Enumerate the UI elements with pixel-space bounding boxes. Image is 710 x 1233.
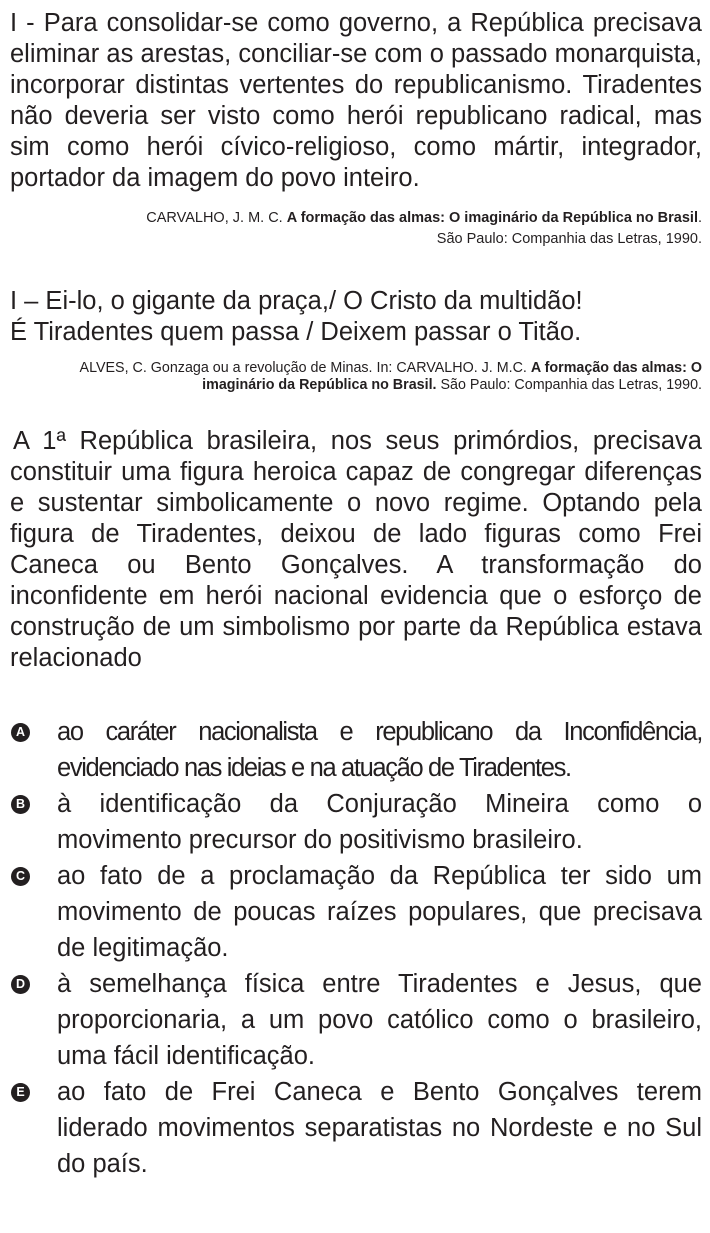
answer-options (10, 714, 702, 1182)
option-a[interactable] (10, 714, 702, 786)
text-one-body: I - Para consolidar-se como governo, a República precisava eliminar as arestas, conciliar-se com o passado monarquista, incorporar distintas vertentes do republicanismo. Tiradentes não deveria ser visto como herói republicano radical, mas sim como herói cívico-religioso, como mártir, integrador, portador da imagem do povo inteiro. (10, 9, 702, 192)
option-text: ao fato de a proclamação da República ter sido um movimento de poucas raízes populares, que precisava de legitimação. (57, 862, 702, 962)
citation-publisher: São Paulo: Companhia das Letras, 1990. (436, 231, 702, 247)
option-text: à semelhança física entre Tiradentes e Jesus, que proporcionaria, a um povo católico como o brasileiro, uma fácil identificação. (57, 970, 702, 1070)
text-one-citation (10, 208, 702, 250)
citation-publisher: São Paulo: Companhia das Letras, 1990. (436, 377, 702, 393)
option-b[interactable] (10, 786, 702, 858)
question-page (10, 8, 702, 1182)
citation-title: A formação das almas: O imaginário da República no Brasil. (202, 360, 702, 393)
poem-line-1: I – Ei-lo, o gigante da praça,/ O Cristo da multidão! (10, 287, 583, 315)
option-letter-a-icon: A (11, 723, 30, 742)
option-c[interactable] (10, 858, 702, 966)
poem-line-2: É Tiradentes quem passa / Deixem passar o Titão. (10, 318, 582, 346)
citation-title: A formação das almas: O imaginário da República no Brasil (286, 210, 698, 226)
text-two-poem (10, 286, 702, 348)
option-text: ao caráter nacionalista e republicano da Inconfidência, evidenciado nas ideias e na atuação de Tiradentes. (57, 718, 702, 782)
option-letter-c-icon: C (11, 867, 30, 886)
question-intro: A 1ª República brasileira, nos seus primórdios, precisava constituir uma figura heroica capaz de congregar diferenças e sustentar simbolicamente o novo regime. Optando pela figura de Tiradentes, deixou de lado figuras como Frei Caneca ou Bento Gonçalves. A transformação do inconfidente em herói nacional evidencia que o esforço de construção de um simbolismo por parte da República estava relacionado (10, 427, 702, 672)
text-two-citation (10, 360, 702, 394)
option-text: à identificação da Conjuração Mineira como o movimento precursor do positivismo brasileiro. (57, 790, 702, 854)
option-letter-e-icon: E (11, 1083, 30, 1102)
option-d[interactable] (10, 966, 702, 1074)
option-letter-b-icon: B (11, 795, 30, 814)
citation-author: CARVALHO, J. M. C. (146, 210, 287, 226)
option-text: ao fato de Frei Caneca e Bento Gonçalves terem liderado movimentos separatistas no Nordeste e no Sul do país. (57, 1078, 702, 1178)
option-letter-d-icon: D (11, 975, 30, 994)
option-e[interactable] (10, 1074, 702, 1182)
citation-author: ALVES, C. Gonzaga ou a revolução de Minas. In: CARVALHO. J. M.C. (79, 360, 531, 376)
citation-separator: . (697, 210, 702, 226)
